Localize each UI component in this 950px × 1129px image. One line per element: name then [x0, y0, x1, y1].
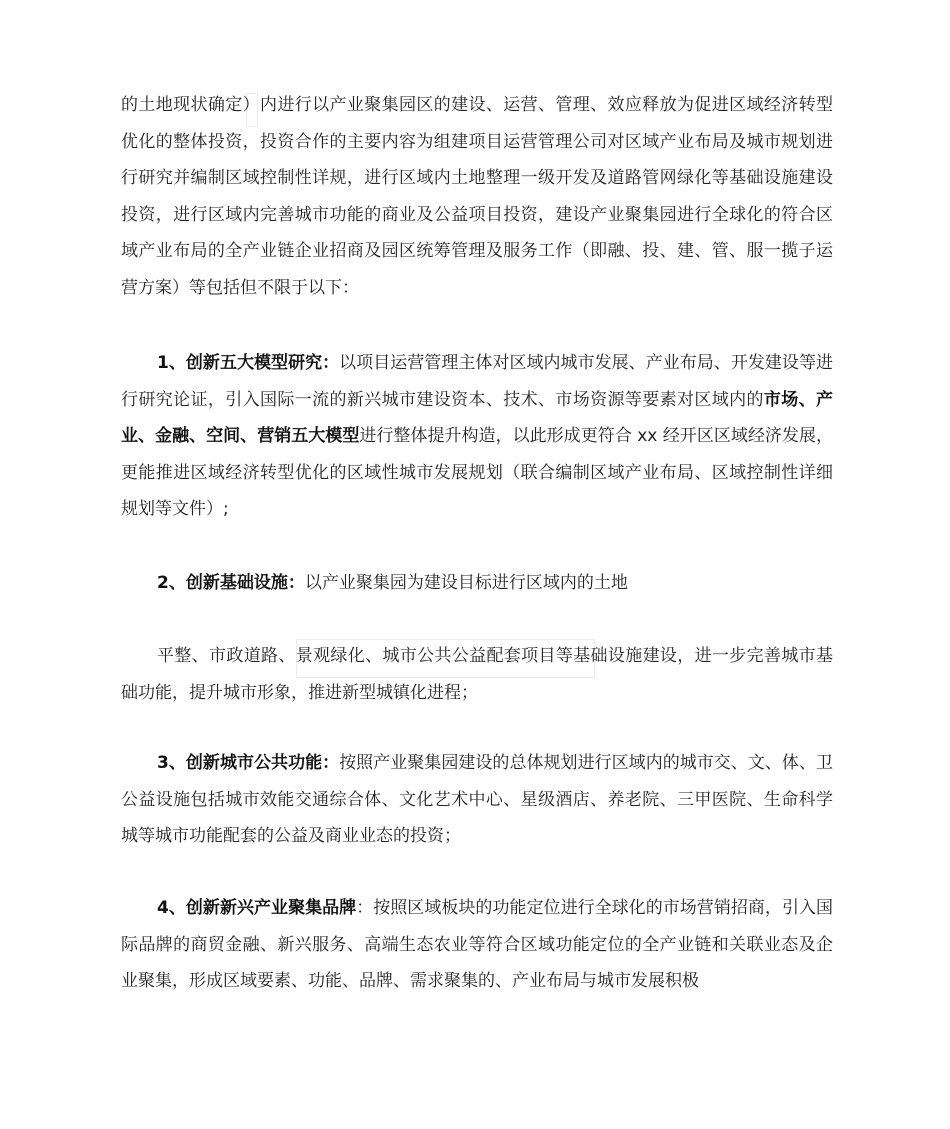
item-2-continuation-paragraph: 平整、市政道路、景观绿化、城市公共公益配套项目等基础设施建设，进一步完善城市基础功能，提升城市形象，推进新型城镇化进程； [121, 646, 833, 703]
intro-paragraph: 的土地现状确定）内进行以产业聚集园区的建设、运营、管理、效应释放为促进区域经济转型优化的整体投资，投资合作的主要内容为组建项目运营管理公司对区域产业布局及城市规划进行研究并编制区域控制性详规，进行区域内土地整理一级开发及道路管网绿化等基础设施建设投资，进行区域内完善城市功能的商业及公益项目投资，建设产业聚集园进行全球化的符合区域产业布局的全产业链企业招商及园区统筹管理及服务工作（即融、投、建、管、服一揽子运营方案）等包括但不限于以下： [121, 95, 833, 298]
item-4-text: ：按照区域板块的功能定位进行全球化的市场营销招商，引入国际品牌的商贸金融、新兴服务、高端生态农业等符合区域功能定位的全产业链和关联业态及企业聚集，形成区域要素、功能、品牌、需求聚集的、产业布局与城市发展积极 [121, 898, 834, 991]
item-1-text-a: 以项目运营管理主体对区域内城市发展、产业布局、开发建设等进行研究论证，引入国际一流的新兴城市建设资本、技术、市场资源等要素对区域内的 [121, 353, 833, 410]
item-1-text-b: 进行整体提升构造，以此形成更符合 xx 经开区区域经济发展，更能推进区域经济转型优化的区域性城市发展规划（联合编制区域产业布局、区域控制性详细规划等文件）; [121, 426, 834, 519]
item-2-paragraph [121, 565, 833, 602]
item-2-text: 以产业聚集园为建设目标进行区域内的土地 [304, 573, 628, 593]
item-3-text: 按照产业聚集园建设的总体规划进行区域内的城市交、文、体、卫公益设施包括城市效能交通综合体、文化艺术中心、星级酒店、养老院、三甲医院、生命科学城等城市功能配套的公益及商业业态的投资； [121, 753, 833, 846]
item-1-heading: 1、创新五大模型研究： [157, 353, 340, 373]
item-3-heading: 3、创新城市公共功能： [157, 753, 340, 773]
item-1-bold-models: 市场、产业、金融、空间、营销五大模型 [121, 389, 833, 446]
item-3-paragraph [121, 745, 833, 855]
item-4-paragraph [121, 890, 833, 1000]
item-2-heading: 2、创新基础设施： [157, 573, 305, 593]
item-4-heading: 4、创新新兴产业聚集品牌 [157, 898, 357, 918]
item-1-paragraph [121, 345, 833, 528]
